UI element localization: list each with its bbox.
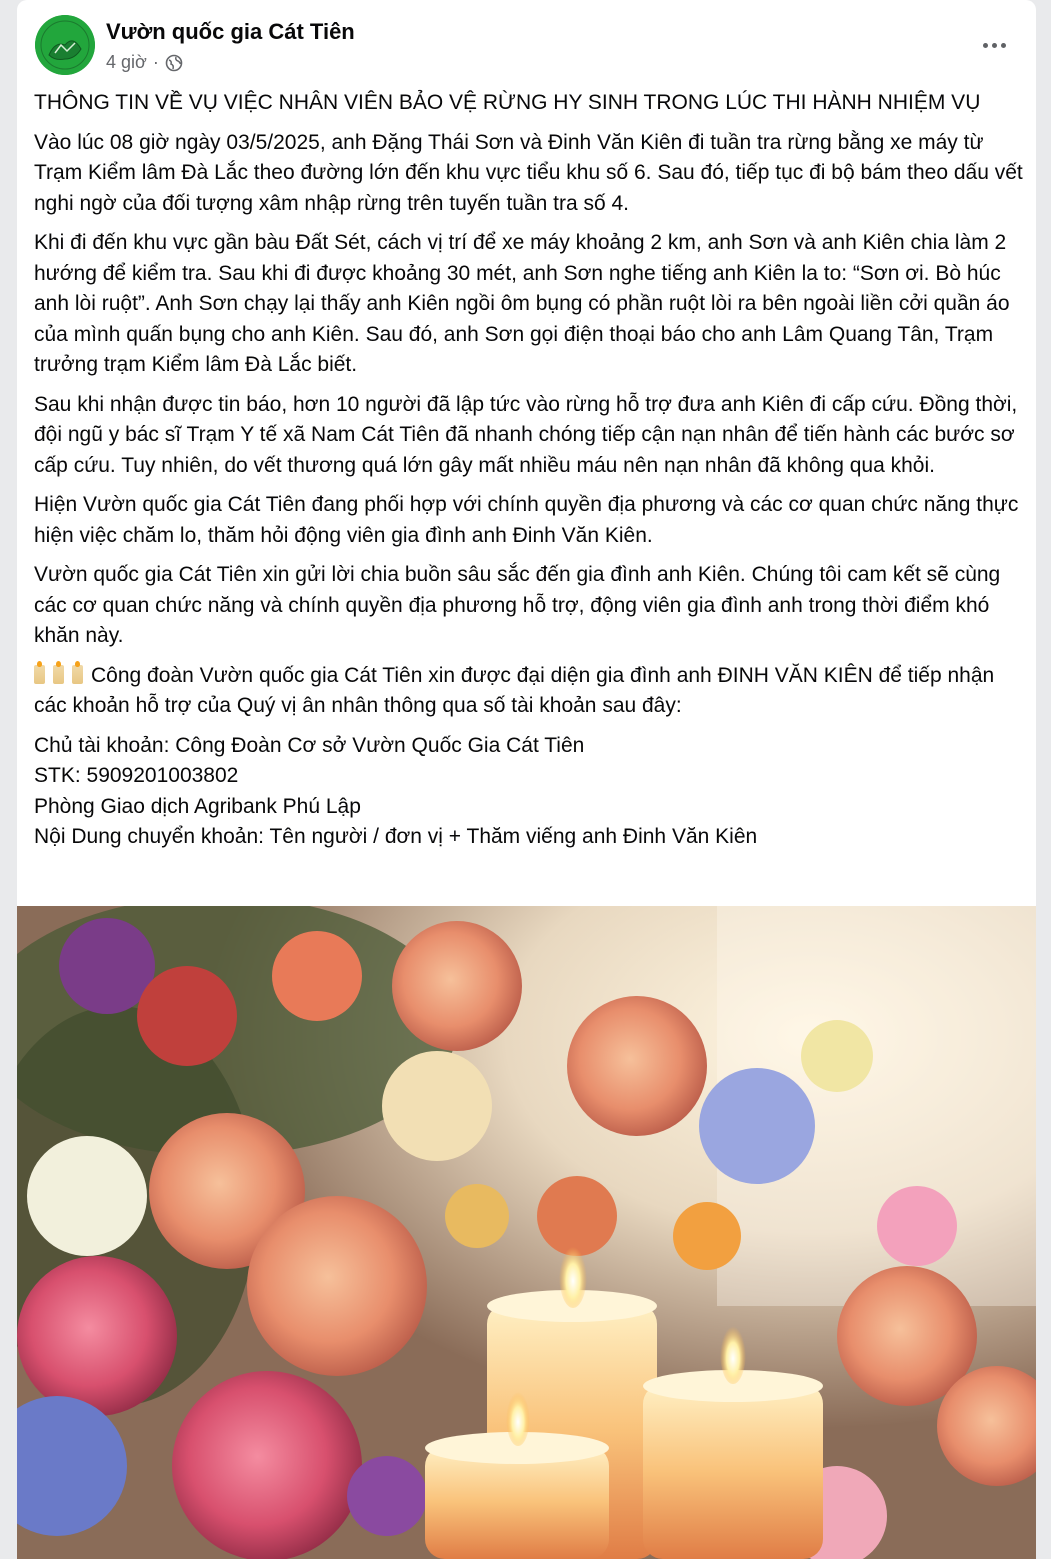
bank-branch: Phòng Giao dịch Agribank Phú Lập <box>34 794 361 818</box>
post-header <box>17 0 1036 90</box>
post-paragraph-3: Sau khi nhận được tin báo, hơn 10 người đã lập tức vào rừng hỗ trợ đưa anh Kiên đi cấp cứu. Đồng thời, đội ngũ y bác sĩ Trạm Y tế xã Nam Cát Tiên đã nhanh chóng tiếp cận nạn nhân để tiến hành các bước sơ cấp cứu. Tuy nhiên, do vết thương quá lớn gây mất nhiều máu nên nạn nhân đã không qua khỏi. <box>34 392 1018 477</box>
post-paragraph-4: Hiện Vườn quốc gia Cát Tiên đang phối hợp với chính quyền địa phương và các cơ quan chức năng thực hiện việc chăm lo, thăm hỏi động viên gia đình anh Đinh Văn Kiên. <box>34 493 1019 547</box>
post-paragraph-2: Khi đi đến khu vực gần bàu Đất Sét, cách vị trí để xe máy khoảng 2 km, anh Sơn và anh Kiên chia làm 2 hướng để kiểm tra. Sau khi đi được khoảng 30 mét, anh Sơn nghe tiếng anh Kiên la to: “Sơn ơi. Bò húc anh lòi ruột”. Anh Sơn chạy lại thấy anh Kiên ngồi ôm bụng có phần ruột lòi ra bên ngoài liền cởi quần áo của mình quấn bụng cho anh Kiên. Sau đó, anh Sơn gọi điện thoại báo cho anh Lâm Quang Tân, Trạm trưởng trạm Kiểm lâm Đà Lắc biết. <box>34 231 1010 376</box>
candle-icon <box>34 665 45 684</box>
donation-text: Công đoàn Vườn quốc gia Cát Tiên xin được đại diện gia đình anh ĐINH VĂN KIÊN để tiếp nhận các khoản hỗ trợ của Quý vị ân nhân thông qua số tài khoản sau đây: <box>34 663 995 717</box>
post-paragraph-1: Vào lúc 08 giờ ngày 03/5/2025, anh Đặng Thái Sơn và Đinh Văn Kiên đi tuần tra rừng bằng xe máy từ Trạm Kiểm lâm Đà Lắc theo đường lớn đến khu vực tiểu khu số 6. Sau đó, tiếp tục đi bộ bám theo dấu vết nghi ngờ của đối tượng xâm nhập rừng trên tuyến tuần tra số 4. <box>34 130 1023 215</box>
candle-icon <box>72 665 83 684</box>
account-info <box>34 731 1026 853</box>
page-avatar[interactable] <box>35 15 95 75</box>
account-number: STK: 5909201003802 <box>34 764 239 787</box>
post-body <box>34 88 1026 853</box>
donation-paragraph <box>34 661 1026 722</box>
post-meta <box>106 52 183 73</box>
more-options-icon[interactable] <box>976 30 1012 60</box>
post-card <box>17 0 1036 1559</box>
post-title: THÔNG TIN VỀ VỤ VIỆC NHÂN VIÊN BẢO VỆ RỪNG HY SINH TRONG LÚC THI HÀNH NHIỆM VỤ <box>34 91 981 114</box>
flowers-and-candles-photo[interactable] <box>17 906 1036 1559</box>
globe-icon[interactable] <box>165 54 183 72</box>
page-name-link[interactable]: Vườn quốc gia Cát Tiên <box>106 19 355 44</box>
account-holder: Chủ tài khoản: Công Đoàn Cơ sở Vườn Quốc Gia Cát Tiên <box>34 733 585 757</box>
page-logo-icon <box>35 15 95 75</box>
post-timestamp[interactable]: 4 giờ <box>106 52 147 72</box>
transfer-content: Nội Dung chuyển khoản: Tên người / đơn vị + Thăm viếng anh Đinh Văn Kiên <box>34 825 758 848</box>
meta-separator: · <box>152 52 159 72</box>
post-paragraph-5: Vườn quốc gia Cát Tiên xin gửi lời chia buồn sâu sắc đến gia đình anh Kiên. Chúng tôi cam kết sẽ cùng các cơ quan chức năng và chính quyền địa phương hỗ trợ, động viên gia đình anh trong thời điểm khó khăn này. <box>34 563 1001 647</box>
candle-icon <box>53 665 64 684</box>
